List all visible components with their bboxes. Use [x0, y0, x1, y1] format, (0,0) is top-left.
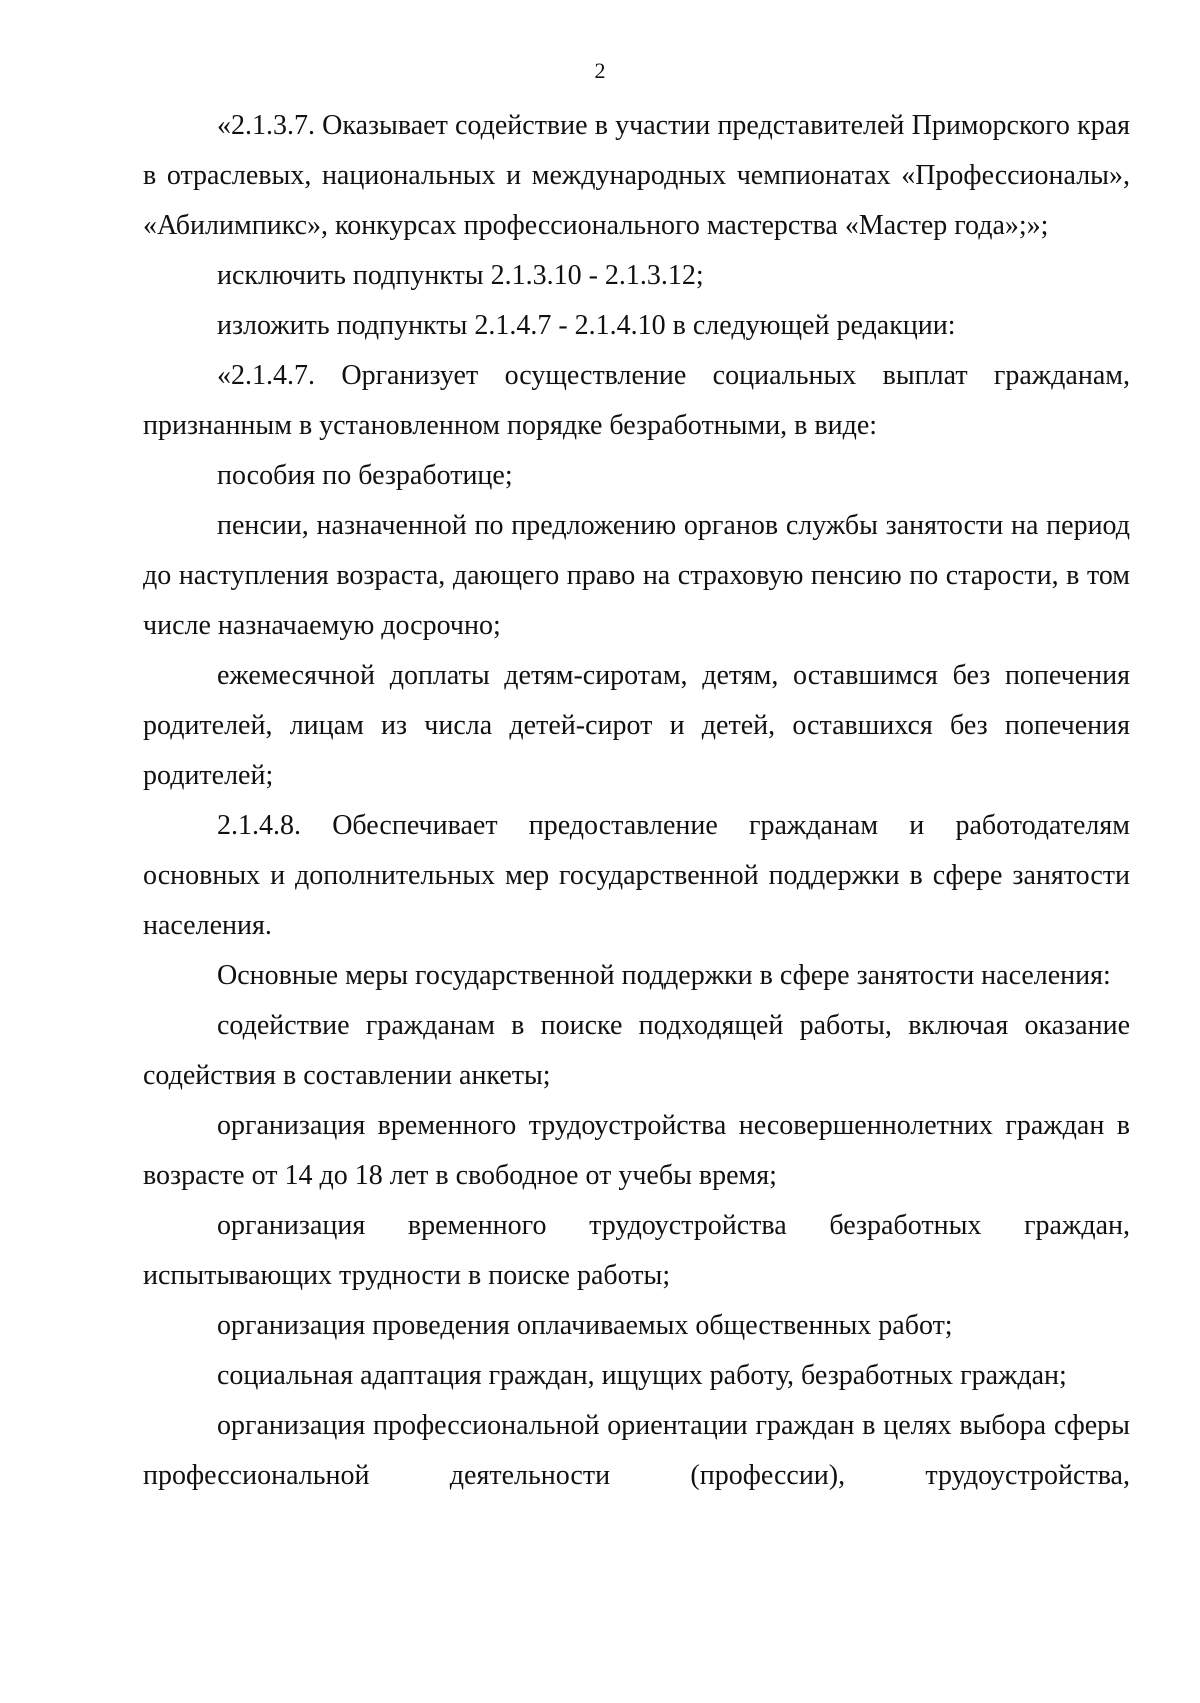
- list-item-public-works: организация проведения оплачиваемых общественных работ;: [217, 1310, 953, 1341]
- list-item-unemployed-temporary-employment: организация временного трудоустройства безработных граждан, испытывающих трудности в поиске работы;: [143, 1210, 1130, 1291]
- list-item-career-guidance: организация профессиональной ориентации граждан в целях выбора сферы профессиональной деятельности (профессии), трудоустройства,: [143, 1410, 1130, 1491]
- list-item-monthly-supplement: ежемесячной доплаты детям-сиротам, детям, оставшимся без попечения родителей, лицам из числа детей-сирот и детей, оставшихся без попечения родителей;: [143, 660, 1130, 791]
- list-item-job-search-assistance: содействие гражданам в поиске подходящей работы, включая оказание содействия в составлении анкеты;: [143, 1010, 1130, 1091]
- list-item-minors-temporary-employment: организация временного трудоустройства несовершеннолетних граждан в возрасте от 14 до 18 лет в свободное от учебы время;: [143, 1110, 1130, 1191]
- paragraph-main-measures: Основные меры государственной поддержки в сфере занятости населения:: [217, 960, 1111, 991]
- paragraph-exclude-subitems: исключить подпункты 2.1.3.10 - 2.1.3.12;: [217, 260, 704, 291]
- list-item-unemployment-benefit: пособия по безработице;: [217, 460, 513, 491]
- paragraph-2-1-4-7: «2.1.4.7. Организует осуществление социальных выплат гражданам, признанным в установленном порядке безработными, в виде:: [143, 360, 1130, 441]
- paragraph-restate-subitems: изложить подпункты 2.1.4.7 - 2.1.4.10 в следующей редакции:: [217, 310, 956, 341]
- list-item-pension: пенсии, назначенной по предложению органов службы занятости на период до наступления возраста, дающего право на страховую пенсию по старости, в том числе назначаемую досрочно;: [143, 510, 1130, 641]
- document-body: [143, 101, 1130, 1501]
- list-item-social-adaptation: социальная адаптация граждан, ищущих работу, безработных граждан;: [217, 1360, 1067, 1391]
- paragraph-2-1-3-7: «2.1.3.7. Оказывает содействие в участии представителей Приморского края в отраслевых, национальных и международных чемпионатах «Профессионалы», «Абилимпикс», конкурсах профессионального мастерства «Мастер года»;»;: [143, 110, 1130, 241]
- page-number: 2: [594, 58, 606, 83]
- paragraph-2-1-4-8: 2.1.4.8. Обеспечивает предоставление гражданам и работодателям основных и дополнительных мер государственной поддержки в сфере занятости населения.: [143, 810, 1130, 941]
